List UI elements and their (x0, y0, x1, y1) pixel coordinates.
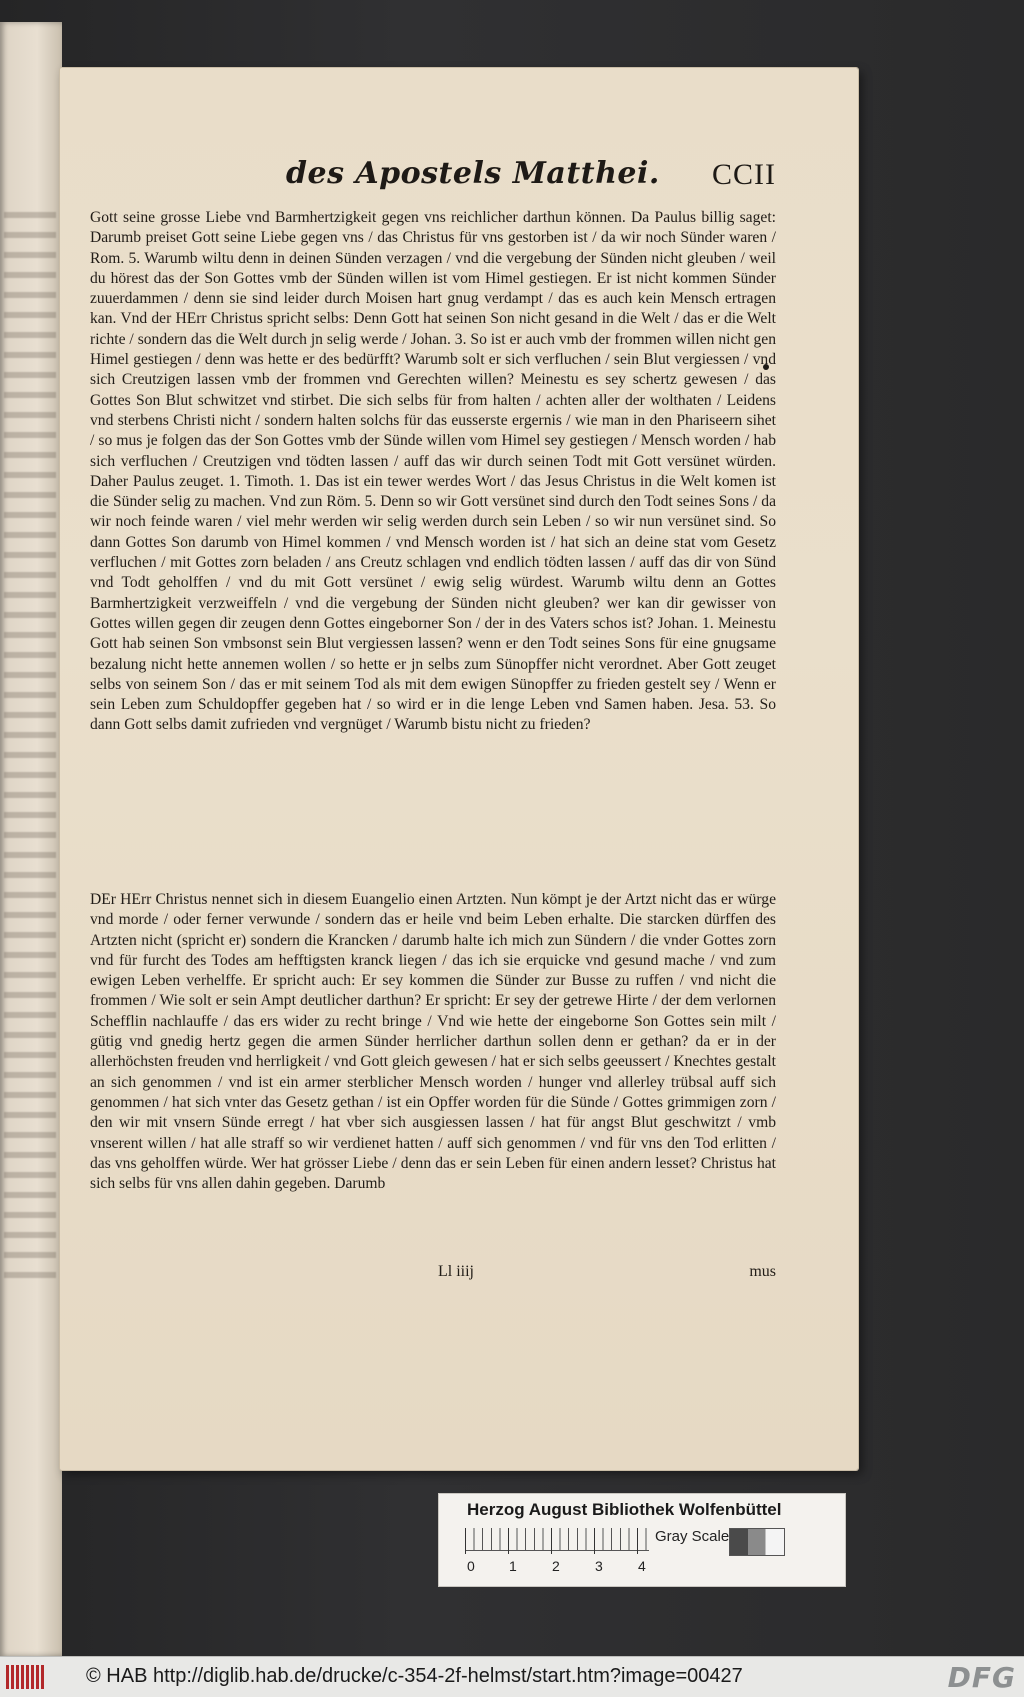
page-header (286, 156, 776, 204)
ruler-major-tick (594, 1528, 595, 1554)
gray-scale-swatch (729, 1528, 785, 1556)
ruler-label: 0 (467, 1558, 475, 1574)
library-name: Herzog August Bibliothek Wolfenbüttel (467, 1500, 782, 1519)
previous-page-text-bleed (4, 212, 56, 1292)
folio-number: CCII (712, 158, 776, 191)
ruler-major-tick (551, 1528, 552, 1554)
hab-logo-icon (6, 1663, 50, 1691)
footer-bar (0, 1656, 1024, 1697)
body-paragraph-2: DEr HErr Christus nennet sich in diesem Euangelio einen Artzten. Nun kömpt je der Artzt nicht das er würge vnd morde / oder ferner verwunde / sondern das er heile vnd beim Leben erhalte. Die starcken dürffen des Artzten nicht (spricht er) sondern die Krancken / darumb halte ich mich zun Sündern / die vnder Gottes zorn vnd für furcht des Todes am hefftigsten kranck liegen / das ich sie erquicke vnd gesund mache / vnd zum ewigen Leben verhelffe. Er spricht auch: Er sey kommen die Sünder zur Busse zu ruffen / vnd nicht die frommen / Wie solt er sein Ampt deutlicher darthun? Er spricht: Er sey der getrewe Hirte / der dem verlornen Schefflin nachlauffe / das ers wider zu recht bringe / Vnd wie hette der eingeborne Son Gottes sein milt / gütig vnd gnedig hertz gegen die armen Sünder herrlicher darthun sollen denn er gethan? da er in der allerhöchsten freuden vnd herrligkeit / vnd Gott gleich gewesen / hat er sich selbs geeussert / Knechtes gestalt an sich genommen / vnd ist ein armer sterblicher Mensch worden / hunger vnd allerley trübsal auff sich genommen / hat sich vnter das Gesetz gethan / ist ein Opffer worden für die Sünde / Gottes grimmigen zorn / den wir mit vnsern Sünde erregt / hat vber sich ausgiessen lassen / hat für angst Blut geschwitzt / vmb vnserent willen / hat alle straff so wir verdienet hatten / auff sich genommen / vnd für vns den Tod erlitten / das vns geholffen würde. Wer hat grösser Liebe / denn das er sein Leben für einen andern lesset? Christus hat sich selbs für vns allen dahin gegeben. Darumb (90, 891, 776, 1193)
ruler-label: 1 (509, 1558, 517, 1574)
dfg-logo: DFG (947, 1661, 1016, 1694)
ruler-label: 3 (595, 1558, 603, 1574)
ruler-major-tick (465, 1528, 466, 1554)
ruler-label: 4 (638, 1558, 646, 1574)
ruler-ticks (465, 1528, 649, 1551)
catchword: mus (749, 1263, 776, 1280)
signature-mark: Ll iiij (438, 1263, 474, 1280)
book-page (60, 68, 858, 1470)
body-paragraph-1: Gott seine grosse Liebe vnd Barmhertzigkeit gegen vns reichlicher darthun können. Da Paulus billig saget: Darumb preiset Gott seine Liebe gegen vns / das Christus für vns gestorben ist / da wir noch Sünder waren / Rom. 5. Warumb wiltu denn in deinen Sünden verzagen / vnd die vergebung der Sünden nicht gleuben / weil du hörest das der Son Gottes vmb der Sünden willen ist vom Himel gestiegen. Er ist nicht kommen Sünder zuuerdammen / denn sie sind leider durch Moisen hart gnug verdampt / das es auch kein Mensch ertragen kan. Vnd der HErr Christus spricht selbs: Denn Gott hat seinen Son nicht gesand in die Welt / das er die Welt richte / sondern das die Welt durch jn selig werde / Johan. 3. So ist er auch vmb der frommen willen nicht gen Himel gestiegen / denn was hette er des bedürfft? Warumb solt er sich verfluchen / sein Blut vergiessen / vnd sich Creutzigen lassen vmb der frommen vnd Gerechten willen? Meinestu es sey schertz gewesen / das Gottes Son Blut schwitzet vnd stirbet. Die sich selbs für from halten / achten aller der wolthaten / Leidens vnd sterbens Christi nicht / sondern halten solchs für das eusserste ergernis / wie man in den Phariseern sihet / so mus je folgen das der Son Gottes vmb der Sünde willen vom Himel sey gestiegen / Mensch worden / hab sich verfluchen / Creutzigen vnd tödten lassen / auff das wir durch seinen Todt mit Gott versünet würden. Daher Paulus zeuget. 1. Timoth. 1. Das ist ein tewer werdes Wort / das Jesus Christus in die Welt komen ist die Sünder selig zu machen. Vnd zun Röm. 5. Denn so wir Gott versünet sind durch den Todt seines Sons / da wir noch feinde waren / viel mehr werden wir selig werden durch sein Leben / so wir nun versünet sind. So dann Gottes Son darumb von Himel kommen / vnd Mensch worden ist / hat sich an deine stat vom Gesetz verfluchen / mit Gottes zorn beladen / ans Creutz schlagen vnd endlich tödten lassen / auff das dir von Sünd vnd Todt geholffen / vnd du mit Gott versünet / ewig selig würdest. Warumb wiltu denn an Gottes Barmhertzigkeit verzweiffeln / vnd die vergebung der Sünden nicht gleuben? wer kan dir gewisser von Gottes willen gegen dir zeugen denn Gottes eingeborner Son / der in des Vaters schos ist? Johan. 1. Meinestu Gott hab seinen Son vmbsonst sein Blut vergiessen lassen? wenn er den Todt seines Sons für eine gnugsame bezalung nicht hette annemen wollen / so hette er jn selbs zum Sünopffer nicht verordnet. Aber Gott zeuget selbs von seinem Son / das er mit seinem Tod als mit dem ewigen Sünopffer zu frieden gestelt sey / Wenn er sein Leben zum Schuldopffer gegeben hat / so wird er in die lenge Leben vnd Samen haben. Jesa. 53. So dann Gott selbs damit zufrieden vnd vergnüget / Warumb bistu nicht zu frieden? (90, 209, 776, 734)
ruler-label: 2 (552, 1558, 560, 1574)
ruler-major-tick (508, 1528, 509, 1554)
centimeter-ruler (465, 1528, 649, 1560)
source-link[interactable]: © HAB http://diglib.hab.de/drucke/c-354-2f-helmst/start.htm?image=00427 (86, 1665, 743, 1687)
ruler-major-tick (637, 1528, 638, 1554)
color-scale-card (438, 1493, 846, 1587)
previous-page-edge (0, 22, 62, 1656)
running-title: des Apostels Matthei. (286, 156, 660, 191)
gray-scale-label: Gray Scale (655, 1528, 730, 1545)
